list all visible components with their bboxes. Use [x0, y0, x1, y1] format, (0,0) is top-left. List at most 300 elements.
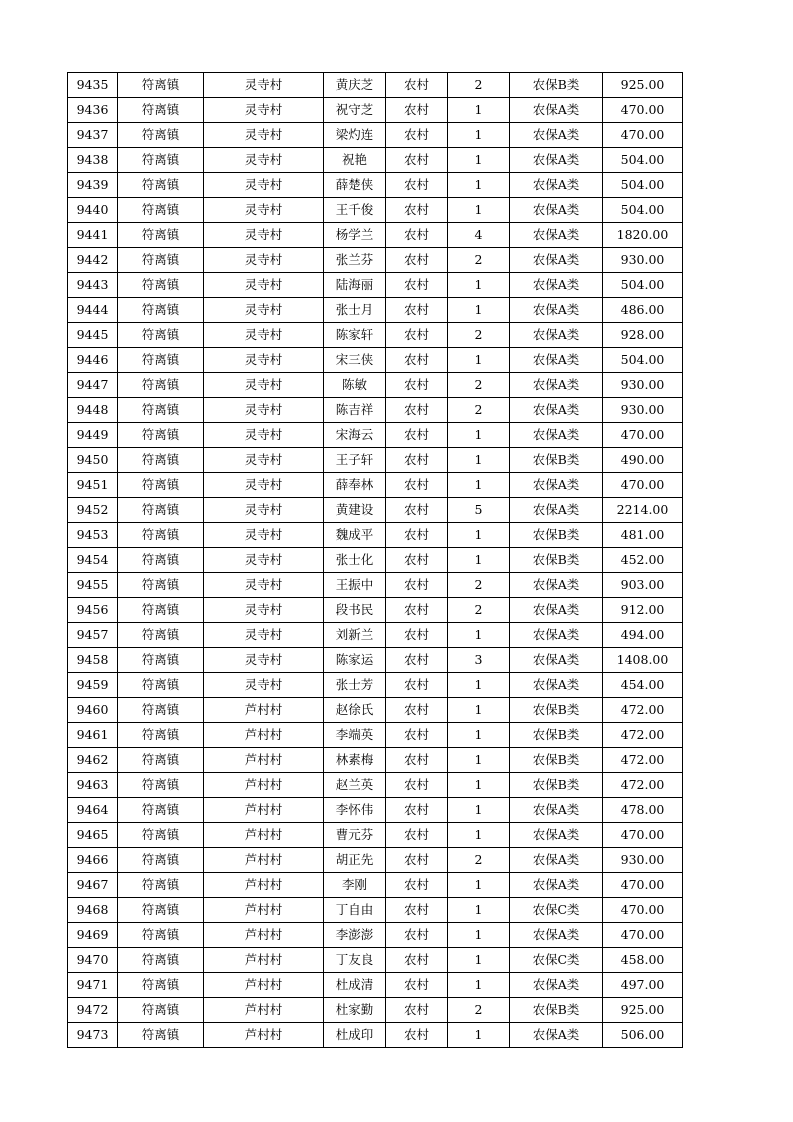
amount-cell: 472.00: [603, 723, 683, 748]
household-count-cell: 2: [448, 398, 510, 423]
area-type-cell: 农村: [386, 698, 448, 723]
insurance-category-cell: 农保A类: [510, 648, 603, 673]
town-cell: 符离镇: [118, 148, 204, 173]
insurance-category-cell: 农保A类: [510, 923, 603, 948]
insurance-category-cell: 农保B类: [510, 723, 603, 748]
table-row: [68, 823, 683, 848]
household-count-cell: 1: [448, 198, 510, 223]
table-row: [68, 423, 683, 448]
household-count-cell: 1: [448, 298, 510, 323]
household-count-cell: 2: [448, 598, 510, 623]
insurance-category-cell: 农保C类: [510, 948, 603, 973]
amount-cell: 470.00: [603, 923, 683, 948]
insurance-category-cell: 农保A类: [510, 173, 603, 198]
insurance-category-cell: 农保A类: [510, 273, 603, 298]
area-type-cell: 农村: [386, 998, 448, 1023]
table-row: [68, 173, 683, 198]
name-cell: 赵徐氏: [324, 698, 386, 723]
village-cell: 灵寺村: [204, 173, 324, 198]
household-count-cell: 1: [448, 973, 510, 998]
town-cell: 符离镇: [118, 398, 204, 423]
household-count-cell: 1: [448, 723, 510, 748]
table-row: [68, 748, 683, 773]
table-row: [68, 323, 683, 348]
area-type-cell: 农村: [386, 123, 448, 148]
amount-cell: 494.00: [603, 623, 683, 648]
household-count-cell: 1: [448, 98, 510, 123]
row-number: 9443: [68, 273, 118, 298]
amount-cell: 486.00: [603, 298, 683, 323]
amount-cell: 452.00: [603, 548, 683, 573]
amount-cell: 930.00: [603, 398, 683, 423]
row-number: 9445: [68, 323, 118, 348]
table-row: [68, 723, 683, 748]
area-type-cell: 农村: [386, 898, 448, 923]
town-cell: 符离镇: [118, 123, 204, 148]
village-cell: 灵寺村: [204, 523, 324, 548]
row-number: 9435: [68, 73, 118, 98]
amount-cell: 478.00: [603, 798, 683, 823]
household-count-cell: 5: [448, 498, 510, 523]
town-cell: 符离镇: [118, 498, 204, 523]
village-cell: 灵寺村: [204, 348, 324, 373]
row-number: 9455: [68, 573, 118, 598]
household-count-cell: 1: [448, 823, 510, 848]
insurance-category-cell: 农保B类: [510, 523, 603, 548]
area-type-cell: 农村: [386, 598, 448, 623]
insurance-category-cell: 农保A类: [510, 323, 603, 348]
row-number: 9469: [68, 923, 118, 948]
village-cell: 灵寺村: [204, 273, 324, 298]
name-cell: 宋三侠: [324, 348, 386, 373]
table-row: [68, 873, 683, 898]
town-cell: 符离镇: [118, 348, 204, 373]
row-number: 9460: [68, 698, 118, 723]
amount-cell: 930.00: [603, 248, 683, 273]
row-number: 9440: [68, 198, 118, 223]
amount-cell: 506.00: [603, 1023, 683, 1048]
table-row: [68, 548, 683, 573]
table-row: [68, 848, 683, 873]
roster-body: [68, 73, 683, 1048]
household-count-cell: 2: [448, 373, 510, 398]
name-cell: 杨学兰: [324, 223, 386, 248]
amount-cell: 497.00: [603, 973, 683, 998]
insurance-category-cell: 农保A类: [510, 148, 603, 173]
amount-cell: 504.00: [603, 198, 683, 223]
area-type-cell: 农村: [386, 498, 448, 523]
household-count-cell: 2: [448, 848, 510, 873]
area-type-cell: 农村: [386, 448, 448, 473]
table-row: [68, 273, 683, 298]
row-number: 9465: [68, 823, 118, 848]
village-cell: 灵寺村: [204, 98, 324, 123]
amount-cell: 454.00: [603, 673, 683, 698]
household-count-cell: 1: [448, 748, 510, 773]
amount-cell: 930.00: [603, 848, 683, 873]
village-cell: 灵寺村: [204, 323, 324, 348]
table-row: [68, 623, 683, 648]
insurance-category-cell: 农保B类: [510, 548, 603, 573]
amount-cell: 472.00: [603, 748, 683, 773]
insurance-category-cell: 农保A类: [510, 123, 603, 148]
area-type-cell: 农村: [386, 273, 448, 298]
village-cell: 灵寺村: [204, 498, 324, 523]
household-count-cell: 1: [448, 623, 510, 648]
amount-cell: 504.00: [603, 148, 683, 173]
household-count-cell: 1: [448, 773, 510, 798]
name-cell: 王振中: [324, 573, 386, 598]
household-count-cell: 1: [448, 798, 510, 823]
amount-cell: 472.00: [603, 698, 683, 723]
insurance-category-cell: 农保B类: [510, 73, 603, 98]
name-cell: 张兰芬: [324, 248, 386, 273]
village-cell: 芦村村: [204, 723, 324, 748]
area-type-cell: 农村: [386, 848, 448, 873]
household-count-cell: 1: [448, 948, 510, 973]
household-count-cell: 1: [448, 348, 510, 373]
table-row: [68, 923, 683, 948]
village-cell: 芦村村: [204, 748, 324, 773]
name-cell: 薛奉林: [324, 473, 386, 498]
insurance-category-cell: 农保B类: [510, 773, 603, 798]
row-number: 9447: [68, 373, 118, 398]
amount-cell: 470.00: [603, 423, 683, 448]
amount-cell: 1820.00: [603, 223, 683, 248]
area-type-cell: 农村: [386, 248, 448, 273]
town-cell: 符离镇: [118, 948, 204, 973]
name-cell: 张士月: [324, 298, 386, 323]
household-count-cell: 1: [448, 123, 510, 148]
amount-cell: 470.00: [603, 898, 683, 923]
row-number: 9437: [68, 123, 118, 148]
amount-cell: 504.00: [603, 348, 683, 373]
amount-cell: 490.00: [603, 448, 683, 473]
row-number: 9454: [68, 548, 118, 573]
village-cell: 灵寺村: [204, 398, 324, 423]
insurance-category-cell: 农保B类: [510, 748, 603, 773]
village-cell: 灵寺村: [204, 148, 324, 173]
town-cell: 符离镇: [118, 773, 204, 798]
town-cell: 符离镇: [118, 1023, 204, 1048]
area-type-cell: 农村: [386, 648, 448, 673]
name-cell: 李怀伟: [324, 798, 386, 823]
household-count-cell: 2: [448, 73, 510, 98]
name-cell: 段书民: [324, 598, 386, 623]
town-cell: 符离镇: [118, 698, 204, 723]
area-type-cell: 农村: [386, 148, 448, 173]
town-cell: 符离镇: [118, 648, 204, 673]
table-row: [68, 248, 683, 273]
town-cell: 符离镇: [118, 723, 204, 748]
row-number: 9463: [68, 773, 118, 798]
name-cell: 薛楚侠: [324, 173, 386, 198]
village-cell: 芦村村: [204, 698, 324, 723]
household-count-cell: 1: [448, 173, 510, 198]
name-cell: 林素梅: [324, 748, 386, 773]
area-type-cell: 农村: [386, 223, 448, 248]
name-cell: 张士化: [324, 548, 386, 573]
town-cell: 符离镇: [118, 973, 204, 998]
insurance-category-cell: 农保A类: [510, 1023, 603, 1048]
area-type-cell: 农村: [386, 373, 448, 398]
amount-cell: 504.00: [603, 173, 683, 198]
town-cell: 符离镇: [118, 848, 204, 873]
household-count-cell: 3: [448, 648, 510, 673]
town-cell: 符离镇: [118, 573, 204, 598]
name-cell: 陈家轩: [324, 323, 386, 348]
village-cell: 灵寺村: [204, 73, 324, 98]
village-cell: 灵寺村: [204, 423, 324, 448]
row-number: 9450: [68, 448, 118, 473]
town-cell: 符离镇: [118, 198, 204, 223]
name-cell: 陈吉祥: [324, 398, 386, 423]
name-cell: 黄建设: [324, 498, 386, 523]
amount-cell: 470.00: [603, 823, 683, 848]
table-row: [68, 98, 683, 123]
household-count-cell: 1: [448, 1023, 510, 1048]
name-cell: 杜家勤: [324, 998, 386, 1023]
name-cell: 李刚: [324, 873, 386, 898]
row-number: 9456: [68, 598, 118, 623]
insurance-category-cell: 农保B类: [510, 998, 603, 1023]
town-cell: 符离镇: [118, 998, 204, 1023]
name-cell: 宋海云: [324, 423, 386, 448]
area-type-cell: 农村: [386, 473, 448, 498]
village-cell: 芦村村: [204, 998, 324, 1023]
area-type-cell: 农村: [386, 873, 448, 898]
name-cell: 李端英: [324, 723, 386, 748]
name-cell: 曹元芬: [324, 823, 386, 848]
household-count-cell: 1: [448, 523, 510, 548]
amount-cell: 1408.00: [603, 648, 683, 673]
village-cell: 芦村村: [204, 798, 324, 823]
area-type-cell: 农村: [386, 748, 448, 773]
area-type-cell: 农村: [386, 398, 448, 423]
table-row: [68, 223, 683, 248]
amount-cell: 472.00: [603, 773, 683, 798]
row-number: 9457: [68, 623, 118, 648]
insurance-category-cell: 农保A类: [510, 623, 603, 648]
insurance-category-cell: 农保A类: [510, 248, 603, 273]
row-number: 9467: [68, 873, 118, 898]
insurance-category-cell: 农保A类: [510, 473, 603, 498]
insurance-category-cell: 农保A类: [510, 873, 603, 898]
insurance-category-cell: 农保A类: [510, 973, 603, 998]
amount-cell: 2214.00: [603, 498, 683, 523]
insurance-category-cell: 农保A类: [510, 298, 603, 323]
table-row: [68, 498, 683, 523]
town-cell: 符离镇: [118, 273, 204, 298]
roster-table: [67, 72, 683, 1048]
insurance-category-cell: 农保A类: [510, 673, 603, 698]
row-number: 9451: [68, 473, 118, 498]
row-number: 9464: [68, 798, 118, 823]
name-cell: 黄庆芝: [324, 73, 386, 98]
household-count-cell: 1: [448, 673, 510, 698]
row-number: 9459: [68, 673, 118, 698]
name-cell: 刘新兰: [324, 623, 386, 648]
town-cell: 符离镇: [118, 823, 204, 848]
row-number: 9461: [68, 723, 118, 748]
area-type-cell: 农村: [386, 173, 448, 198]
household-count-cell: 2: [448, 323, 510, 348]
town-cell: 符离镇: [118, 423, 204, 448]
household-count-cell: 2: [448, 248, 510, 273]
area-type-cell: 农村: [386, 948, 448, 973]
insurance-category-cell: 农保B类: [510, 698, 603, 723]
town-cell: 符离镇: [118, 923, 204, 948]
household-count-cell: 1: [448, 473, 510, 498]
village-cell: 灵寺村: [204, 648, 324, 673]
row-number: 9472: [68, 998, 118, 1023]
village-cell: 芦村村: [204, 898, 324, 923]
table-row: [68, 773, 683, 798]
area-type-cell: 农村: [386, 1023, 448, 1048]
name-cell: 李澎澎: [324, 923, 386, 948]
household-count-cell: 1: [448, 273, 510, 298]
area-type-cell: 农村: [386, 323, 448, 348]
row-number: 9458: [68, 648, 118, 673]
town-cell: 符离镇: [118, 598, 204, 623]
area-type-cell: 农村: [386, 98, 448, 123]
table-row: [68, 373, 683, 398]
village-cell: 灵寺村: [204, 598, 324, 623]
table-row: [68, 598, 683, 623]
town-cell: 符离镇: [118, 373, 204, 398]
amount-cell: 470.00: [603, 473, 683, 498]
area-type-cell: 农村: [386, 573, 448, 598]
name-cell: 陆海丽: [324, 273, 386, 298]
name-cell: 赵兰英: [324, 773, 386, 798]
insurance-category-cell: 农保A类: [510, 573, 603, 598]
name-cell: 丁友良: [324, 948, 386, 973]
amount-cell: 470.00: [603, 98, 683, 123]
amount-cell: 504.00: [603, 273, 683, 298]
village-cell: 芦村村: [204, 873, 324, 898]
table-row: [68, 673, 683, 698]
village-cell: 灵寺村: [204, 473, 324, 498]
area-type-cell: 农村: [386, 623, 448, 648]
table-row: [68, 698, 683, 723]
insurance-category-cell: 农保A类: [510, 373, 603, 398]
area-type-cell: 农村: [386, 298, 448, 323]
name-cell: 杜成清: [324, 973, 386, 998]
insurance-category-cell: 农保A类: [510, 223, 603, 248]
town-cell: 符离镇: [118, 623, 204, 648]
name-cell: 祝艳: [324, 148, 386, 173]
town-cell: 符离镇: [118, 748, 204, 773]
table-row: [68, 148, 683, 173]
table-row: [68, 473, 683, 498]
town-cell: 符离镇: [118, 323, 204, 348]
village-cell: 芦村村: [204, 1023, 324, 1048]
area-type-cell: 农村: [386, 798, 448, 823]
town-cell: 符离镇: [118, 798, 204, 823]
name-cell: 丁自由: [324, 898, 386, 923]
town-cell: 符离镇: [118, 73, 204, 98]
amount-cell: 470.00: [603, 123, 683, 148]
name-cell: 张士芳: [324, 673, 386, 698]
town-cell: 符离镇: [118, 873, 204, 898]
insurance-category-cell: 农保A类: [510, 598, 603, 623]
town-cell: 符离镇: [118, 173, 204, 198]
household-count-cell: 2: [448, 573, 510, 598]
table-row: [68, 573, 683, 598]
area-type-cell: 农村: [386, 673, 448, 698]
village-cell: 灵寺村: [204, 448, 324, 473]
household-count-cell: 1: [448, 873, 510, 898]
row-number: 9444: [68, 298, 118, 323]
town-cell: 符离镇: [118, 98, 204, 123]
insurance-category-cell: 农保A类: [510, 398, 603, 423]
name-cell: 魏成平: [324, 523, 386, 548]
insurance-category-cell: 农保A类: [510, 198, 603, 223]
table-row: [68, 198, 683, 223]
insurance-category-cell: 农保A类: [510, 498, 603, 523]
village-cell: 灵寺村: [204, 623, 324, 648]
village-cell: 灵寺村: [204, 548, 324, 573]
name-cell: 王千俊: [324, 198, 386, 223]
area-type-cell: 农村: [386, 723, 448, 748]
area-type-cell: 农村: [386, 523, 448, 548]
area-type-cell: 农村: [386, 923, 448, 948]
insurance-category-cell: 农保A类: [510, 348, 603, 373]
table-row: [68, 523, 683, 548]
table-row: [68, 948, 683, 973]
row-number: 9436: [68, 98, 118, 123]
name-cell: 梁灼连: [324, 123, 386, 148]
area-type-cell: 农村: [386, 198, 448, 223]
household-count-cell: 1: [448, 923, 510, 948]
insurance-category-cell: 农保A类: [510, 848, 603, 873]
amount-cell: 912.00: [603, 598, 683, 623]
town-cell: 符离镇: [118, 298, 204, 323]
village-cell: 芦村村: [204, 923, 324, 948]
area-type-cell: 农村: [386, 73, 448, 98]
table-row: [68, 348, 683, 373]
village-cell: 灵寺村: [204, 248, 324, 273]
name-cell: 杜成印: [324, 1023, 386, 1048]
insurance-category-cell: 农保A类: [510, 823, 603, 848]
table-row: [68, 973, 683, 998]
village-cell: 芦村村: [204, 823, 324, 848]
town-cell: 符离镇: [118, 473, 204, 498]
row-number: 9462: [68, 748, 118, 773]
row-number: 9448: [68, 398, 118, 423]
household-count-cell: 1: [448, 448, 510, 473]
village-cell: 灵寺村: [204, 123, 324, 148]
table-row: [68, 398, 683, 423]
town-cell: 符离镇: [118, 548, 204, 573]
table-row: [68, 898, 683, 923]
town-cell: 符离镇: [118, 673, 204, 698]
row-number: 9452: [68, 498, 118, 523]
village-cell: 芦村村: [204, 948, 324, 973]
name-cell: 祝守芝: [324, 98, 386, 123]
household-count-cell: 1: [448, 898, 510, 923]
amount-cell: 470.00: [603, 873, 683, 898]
household-count-cell: 1: [448, 548, 510, 573]
area-type-cell: 农村: [386, 423, 448, 448]
row-number: 9471: [68, 973, 118, 998]
table-row: [68, 1023, 683, 1048]
insurance-category-cell: 农保C类: [510, 898, 603, 923]
table-row: [68, 73, 683, 98]
village-cell: 灵寺村: [204, 373, 324, 398]
village-cell: 芦村村: [204, 773, 324, 798]
area-type-cell: 农村: [386, 973, 448, 998]
